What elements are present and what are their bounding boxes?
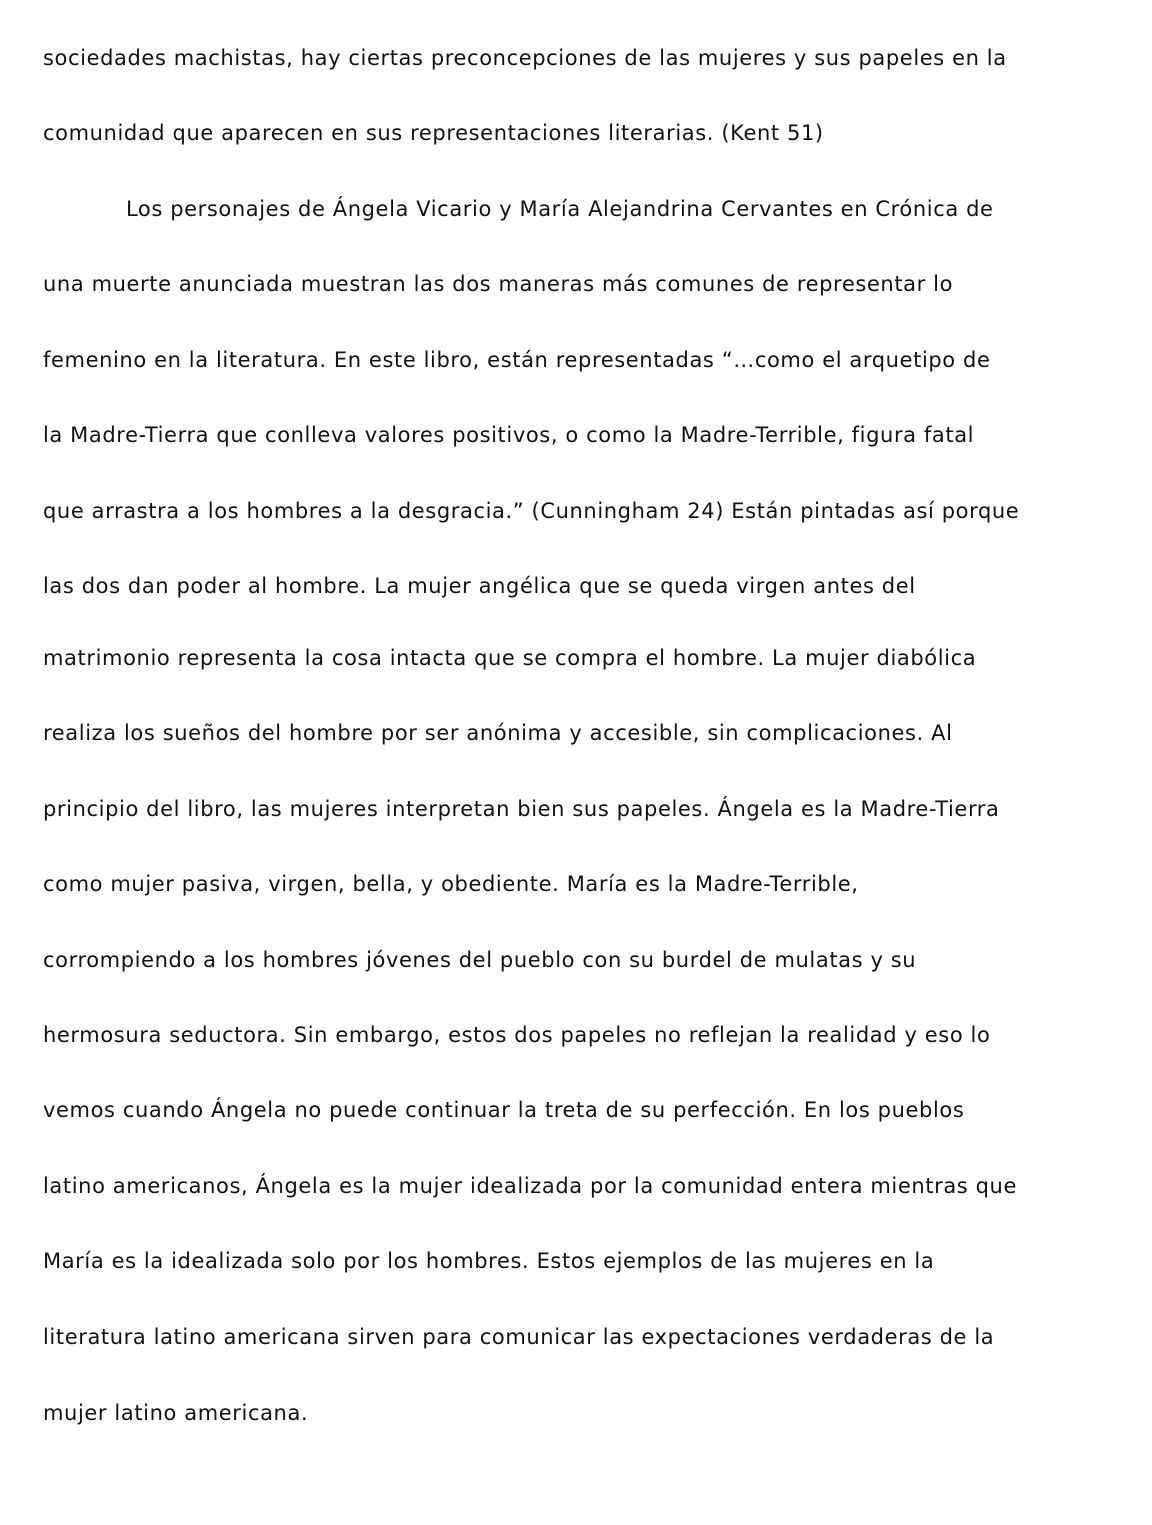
text-line-13: corrompiendo a los hombres jóvenes del pueblo con su burdel de mulatas y su [43, 948, 917, 972]
text-line-6: la Madre-Tierra que conlleva valores positivos, o como la Madre-Terrible, figura fatal [43, 423, 975, 447]
text-line-16: latino americanos, Ángela es la mujer idealizada por la comunidad entera mientras que [43, 1174, 1017, 1198]
text-line-4: una muerte anunciada muestran las dos maneras más comunes de representar lo [43, 272, 954, 296]
text-line-15: vemos cuando Ángela no puede continuar la treta de su perfección. En los pueblos [43, 1098, 965, 1122]
text-line-5: femenino en la literatura. En este libro, están representadas “…como el arquetipo de [43, 348, 991, 372]
text-line-14: hermosura seductora. Sin embargo, estos dos papeles no reflejan la realidad y eso lo [43, 1023, 991, 1047]
text-line-18: literatura latino americana sirven para comunicar las expectaciones verdaderas de la [43, 1325, 995, 1349]
text-line-1: sociedades machistas, hay ciertas preconcepciones de las mujeres y sus papeles en la [43, 46, 1007, 70]
text-line-19: mujer latino americana. [43, 1401, 309, 1425]
text-line-8: las dos dan poder al hombre. La mujer angélica que se queda virgen antes del [43, 574, 916, 598]
text-line-12: como mujer pasiva, virgen, bella, y obediente. María es la Madre-Terrible, [43, 872, 859, 896]
text-line-9: matrimonio representa la cosa intacta que se compra el hombre. La mujer diabólica [43, 646, 977, 670]
text-line-11: principio del libro, las mujeres interpretan bien sus papeles. Ángela es la Madre-Tierra [43, 797, 1000, 821]
text-line-2: comunidad que aparecen en sus representaciones literarias. (Kent 51) [43, 121, 824, 145]
text-line-10: realiza los sueños del hombre por ser anónima y accesible, sin complicaciones. Al [43, 721, 953, 745]
text-line-17: María es la idealizada solo por los hombres. Estos ejemplos de las mujeres en la [43, 1249, 935, 1273]
text-line-7: que arrastra a los hombres a la desgracia.” (Cunningham 24) Están pintadas así porque [43, 499, 1020, 523]
text-line-3-paragraph-start: Los personajes de Ángela Vicario y María Alejandrina Cervantes en Crónica de [126, 197, 994, 221]
